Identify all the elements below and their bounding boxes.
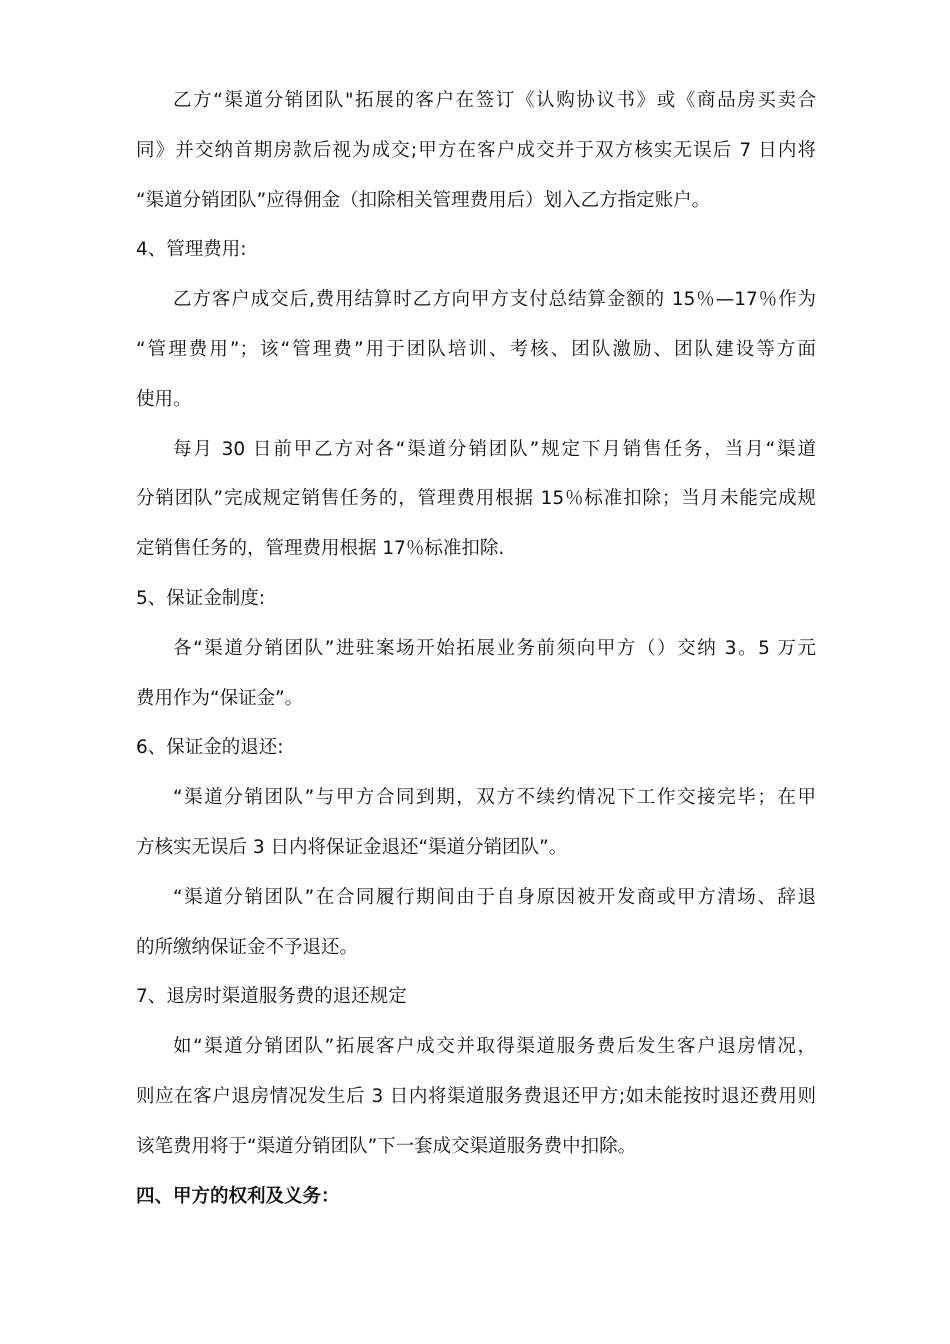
paragraph-line: 分销团队”完成规定销售任务的，管理费用根据 15％标准扣除；当月未能完成规 (136, 488, 816, 510)
paragraph-line: “渠道分销团队”在合同履行期间由于自身原因被开发商或甲方清场、辞退 (173, 886, 816, 908)
paragraph-line: 乙方客户成交后,费用结算时乙方向甲方支付总结算金额的 15％—17％作为 (173, 289, 816, 311)
section-heading: 4、管理费用: (136, 239, 247, 261)
paragraph-line: 方核实无误后 3 日内将保证金退还“渠道分销团队”。 (136, 836, 568, 858)
paragraph-line: 使用。 (136, 388, 192, 410)
paragraph-line: 费用作为“保证金”。 (136, 687, 304, 709)
section-heading: 7、退房时渠道服务费的退还规定 (136, 986, 407, 1008)
section-heading: 6、保证金的退还: (136, 737, 284, 759)
paragraph-line: 同》并交纳首期房款后视为成交;甲方在客户成交并于双方核实无误后 7 日内将 (136, 139, 816, 161)
paragraph-line: 乙方“渠道分销团队"拓展的客户在签订《认购协议书》或《商品房买卖合 (173, 90, 816, 111)
paragraph-line: 的所缴纳保证金不予退还。 (136, 936, 359, 958)
paragraph-line: 每月 30 日前甲乙方对各“渠道分销团队”规定下月销售任务，当月“渠道 (173, 438, 816, 460)
section-heading: 5、保证金制度: (136, 587, 266, 609)
paragraph-line: 如“渠道分销团队”拓展客户成交并取得渠道服务费后发生客户退房情况， (173, 1036, 816, 1058)
paragraph-line: 该笔费用将于“渠道分销团队”下一套成交渠道服务费中扣除。 (136, 1135, 637, 1157)
paragraph-line: “渠道分销团队”应得佣金（扣除相关管理费用后）划入乙方指定账户。 (136, 189, 711, 211)
paragraph-line: “渠道分销团队”与甲方合同到期，双方不续约情况下工作交接完毕；在甲 (173, 787, 816, 809)
paragraph-line: 则应在客户退房情况发生后 3 日内将渠道服务费退还甲方;如未能按时退还费用则 (136, 1085, 816, 1107)
document-page (136, 76, 816, 1221)
paragraph-line: 各“渠道分销团队”进驻案场开始拓展业务前须向甲方（）交纳 3。5 万元 (173, 637, 816, 659)
paragraph-line: 定销售任务的，管理费用根据 17％标准扣除. (136, 538, 505, 560)
chapter-heading: 四、甲方的权利及义务： (136, 1185, 340, 1207)
paragraph-line: “管理费用”；该“管理费”用于团队培训、考核、团队激励、团队建设等方面 (136, 338, 816, 360)
